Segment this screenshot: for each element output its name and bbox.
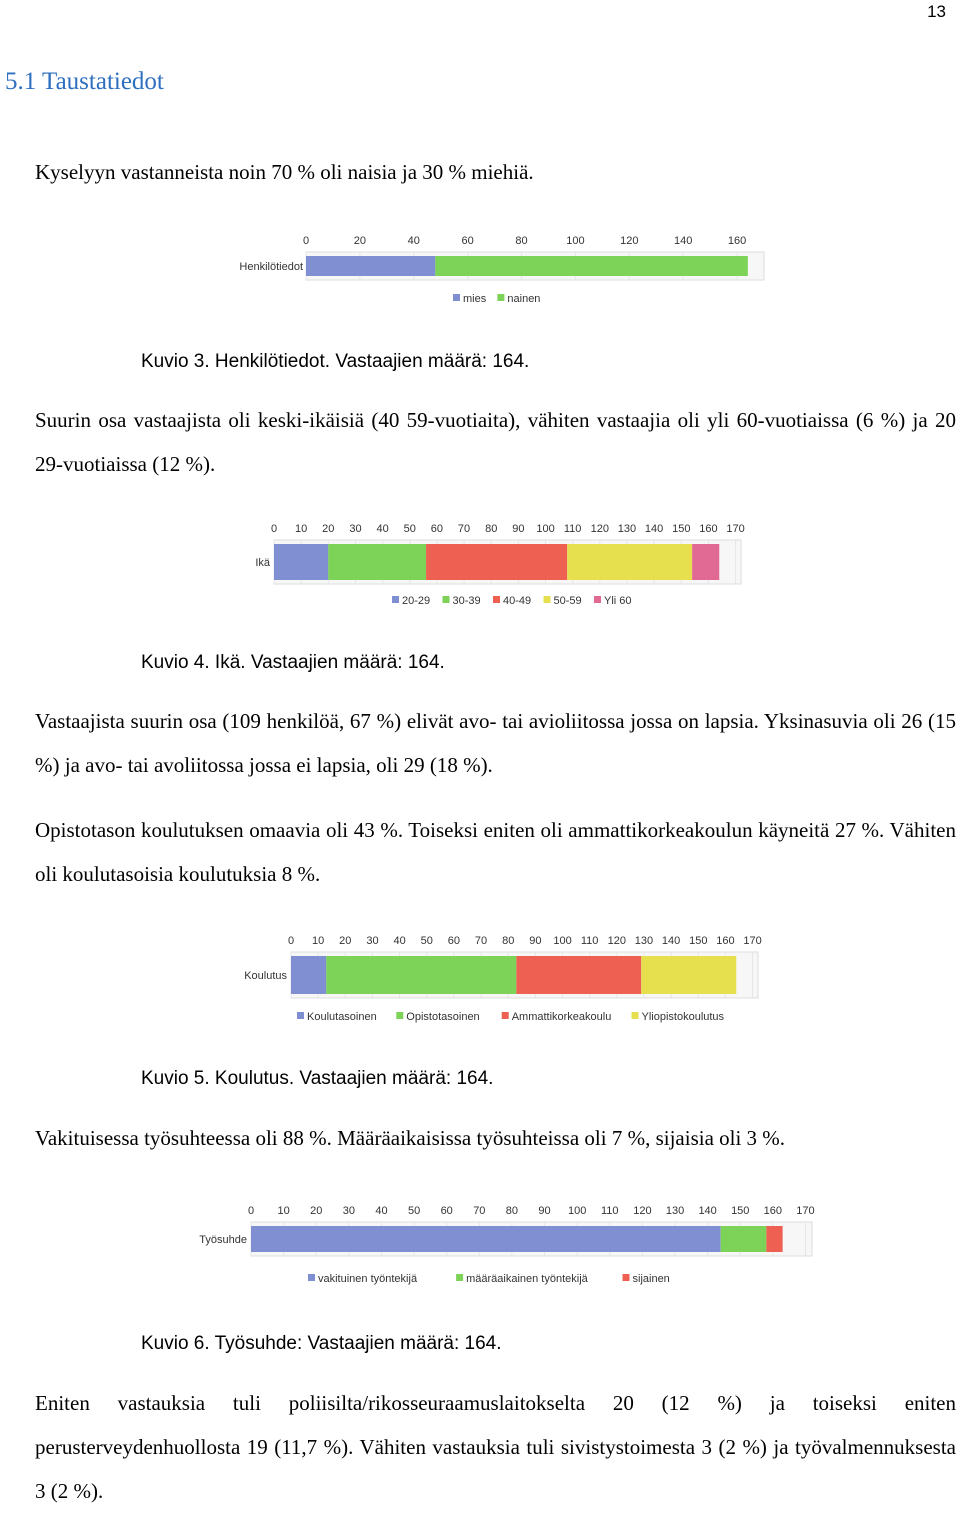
x-tick-label: 160 <box>763 1205 783 1217</box>
legend-label: Ammattikorkeakoulu <box>511 1011 612 1023</box>
x-tick-label: 70 <box>457 523 471 535</box>
bar-segment <box>516 956 641 994</box>
x-tick-label: 70 <box>474 935 488 947</box>
x-tick-label: 20 <box>310 1205 323 1217</box>
legend-swatch <box>308 1274 315 1281</box>
legend-swatch <box>456 1274 463 1281</box>
category-label: Ikä <box>255 557 270 569</box>
paragraph-responses: Eniten vastauksia tuli poliisilta/rikosseuraamuslaitokselta 20 (12 %) ja toiseksi eniten perusterveydenhuollosta 19 (11,7 %). Vähiten vastauksia tuli sivistystoimesta 3 (2 %) ja työvalmennuksesta 3 (2 %). <box>35 1391 956 1503</box>
x-tick-label: 40 <box>375 1205 388 1217</box>
category-label: Työsuhde <box>199 1234 247 1246</box>
bar-segment <box>766 1226 782 1252</box>
x-tick-label: 130 <box>665 1205 685 1217</box>
legend-label: mies <box>463 293 487 305</box>
legend-label: vakituinen työntekijä <box>318 1273 418 1285</box>
x-tick-label: 0 <box>302 235 310 247</box>
x-tick-label: 100 <box>567 1205 587 1217</box>
x-tick-label: 170 <box>743 935 762 947</box>
education-chart <box>0 926 960 1026</box>
x-tick-label: 140 <box>673 235 693 247</box>
category-label: Koulutus <box>244 970 287 982</box>
x-tick-label: 20 <box>322 523 335 535</box>
x-tick-label: 60 <box>430 523 444 535</box>
x-tick-label: 80 <box>485 523 498 535</box>
x-tick-label: 0 <box>247 1205 255 1217</box>
bar-segment <box>274 544 328 580</box>
paragraph-education: Opistotason koulutuksen omaavia oli 43 %. Toiseksi eniten oli ammattikorkeakoulun käyneitä 27 %. Vähiten oli koulutasoisia koulutuksia 8 %. <box>35 818 956 886</box>
x-tick-label: 50 <box>403 523 416 535</box>
legend-label: Yliopistokoulutus <box>641 1011 725 1023</box>
x-tick-label: 170 <box>726 523 745 535</box>
page-number: 13 <box>927 2 946 21</box>
legend-swatch <box>632 1012 639 1019</box>
x-tick-label: 80 <box>505 1205 519 1217</box>
section-heading: 5.1 Taustatiedot <box>5 68 164 95</box>
x-tick-label: 110 <box>563 523 582 535</box>
paragraph-age: Suurin osa vastaajista oli keski-ikäisiä (40 59-vuotiaita), vähiten vastaajia oli yli 60-vuotiaissa (6 %) ja 20 29-vuotiaissa (12 %). <box>35 408 956 476</box>
legend-label: 40-49 <box>503 595 532 607</box>
x-tick-label: 120 <box>607 935 626 947</box>
legend-label: 20-29 <box>402 595 431 607</box>
x-tick-label: 80 <box>502 935 515 947</box>
legend-label: 30-39 <box>452 595 481 607</box>
x-tick-label: 120 <box>633 1205 652 1217</box>
x-tick-label: 110 <box>580 935 599 947</box>
x-tick-label: 160 <box>699 523 718 535</box>
paragraph-household: Vastaajista suurin osa (109 henkilöä, 67 %) elivät avo- tai avioliitossa jossa on lapsia. Yksinasuvia oli 26 (15 %) ja avo- tai avoliitossa jossa ei lapsia, oli 29 (18 %). <box>35 709 956 777</box>
legend-label: Opistotasoinen <box>406 1011 480 1023</box>
legend-label: 50-59 <box>553 595 582 607</box>
bar-segment <box>291 956 326 994</box>
x-tick-label: 10 <box>277 1205 290 1217</box>
legend-swatch <box>396 1012 403 1019</box>
legend-swatch <box>493 596 500 603</box>
legend-swatch <box>623 1274 630 1281</box>
x-tick-label: 30 <box>342 1205 355 1217</box>
x-tick-label: 20 <box>339 935 352 947</box>
legend-label: Koulutasoinen <box>307 1011 377 1023</box>
legend-swatch <box>392 596 399 603</box>
bar-segment <box>692 544 719 580</box>
caption-figure-3: Kuvio 3. Henkilötiedot. Vastaajien määrä: 164. <box>141 351 530 372</box>
legend-swatch <box>544 596 551 603</box>
bar-segment <box>426 544 567 580</box>
x-tick-label: 30 <box>366 935 379 947</box>
x-tick-label: 170 <box>796 1205 815 1217</box>
bar-segment <box>251 1226 721 1252</box>
paragraph-gender: Kyselyyn vastanneista noin 70 % oli naisia ja 30 % miehiä. <box>35 160 534 184</box>
x-tick-label: 90 <box>538 1205 551 1217</box>
x-tick-label: 160 <box>727 235 747 247</box>
x-tick-label: 160 <box>716 935 735 947</box>
bar-segment <box>721 1226 767 1252</box>
bar-segment <box>326 956 516 994</box>
x-tick-label: 10 <box>312 935 325 947</box>
legend-label: Yli 60 <box>604 595 632 607</box>
x-tick-label: 110 <box>601 1205 619 1217</box>
x-tick-label: 120 <box>620 235 639 247</box>
x-tick-label: 140 <box>698 1205 717 1217</box>
bar-segment <box>306 256 435 276</box>
legend-swatch <box>594 596 601 603</box>
x-tick-label: 60 <box>447 935 461 947</box>
x-tick-label: 90 <box>512 523 525 535</box>
bar-segment <box>435 256 748 276</box>
bar-segment <box>328 544 426 580</box>
x-tick-label: 130 <box>634 935 654 947</box>
x-tick-label: 150 <box>731 1205 750 1217</box>
x-tick-label: 130 <box>617 523 637 535</box>
legend-label: sijainen <box>632 1273 670 1285</box>
x-tick-label: 40 <box>393 935 406 947</box>
x-tick-label: 40 <box>376 523 389 535</box>
x-tick-label: 140 <box>644 523 664 535</box>
legend-swatch <box>453 294 460 301</box>
x-tick-label: 150 <box>672 523 691 535</box>
legend-swatch <box>297 1012 304 1019</box>
x-tick-label: 40 <box>407 235 420 247</box>
x-tick-label: 60 <box>440 1205 453 1217</box>
x-tick-label: 80 <box>515 235 528 247</box>
legend-swatch <box>497 294 504 301</box>
category-label: Henkilötiedot <box>239 261 303 273</box>
x-tick-label: 0 <box>270 523 278 535</box>
x-tick-label: 140 <box>661 935 681 947</box>
x-tick-label: 50 <box>407 1205 421 1217</box>
x-tick-label: 150 <box>689 935 708 947</box>
x-tick-label: 120 <box>590 523 609 535</box>
legend-swatch <box>502 1012 509 1019</box>
bar-segment <box>567 544 692 580</box>
x-tick-label: 30 <box>349 523 362 535</box>
legend-label: nainen <box>507 293 541 305</box>
x-tick-label: 20 <box>353 235 367 247</box>
x-tick-label: 90 <box>529 935 542 947</box>
x-tick-label: 10 <box>295 523 308 535</box>
x-tick-label: 100 <box>536 523 555 535</box>
gender-chart <box>0 226 960 322</box>
caption-figure-5: Kuvio 5. Koulutus. Vastaajien määrä: 164. <box>141 1068 494 1089</box>
x-tick-label: 70 <box>473 1205 486 1217</box>
caption-figure-4: Kuvio 4. Ikä. Vastaajien määrä: 164. <box>141 652 445 673</box>
legend-swatch <box>443 596 450 603</box>
paragraph-employment: Vakituisessa työsuhteessa oli 88 %. Määräaikaisissa työsuhteissa oli 7 %, sijaisia oli 3 %. <box>35 1126 786 1150</box>
caption-figure-6: Kuvio 6. Työsuhde: Vastaajien määrä: 164. <box>141 1333 502 1354</box>
x-tick-label: 0 <box>287 935 295 947</box>
x-tick-label: 100 <box>566 235 585 247</box>
legend-label: määräaikainen työntekijä <box>466 1273 588 1285</box>
bar-segment <box>641 956 736 994</box>
x-tick-label: 100 <box>553 935 572 947</box>
age-chart <box>0 516 960 616</box>
employment-chart <box>0 1198 960 1288</box>
x-tick-label: 50 <box>420 935 433 947</box>
x-tick-label: 60 <box>461 235 474 247</box>
